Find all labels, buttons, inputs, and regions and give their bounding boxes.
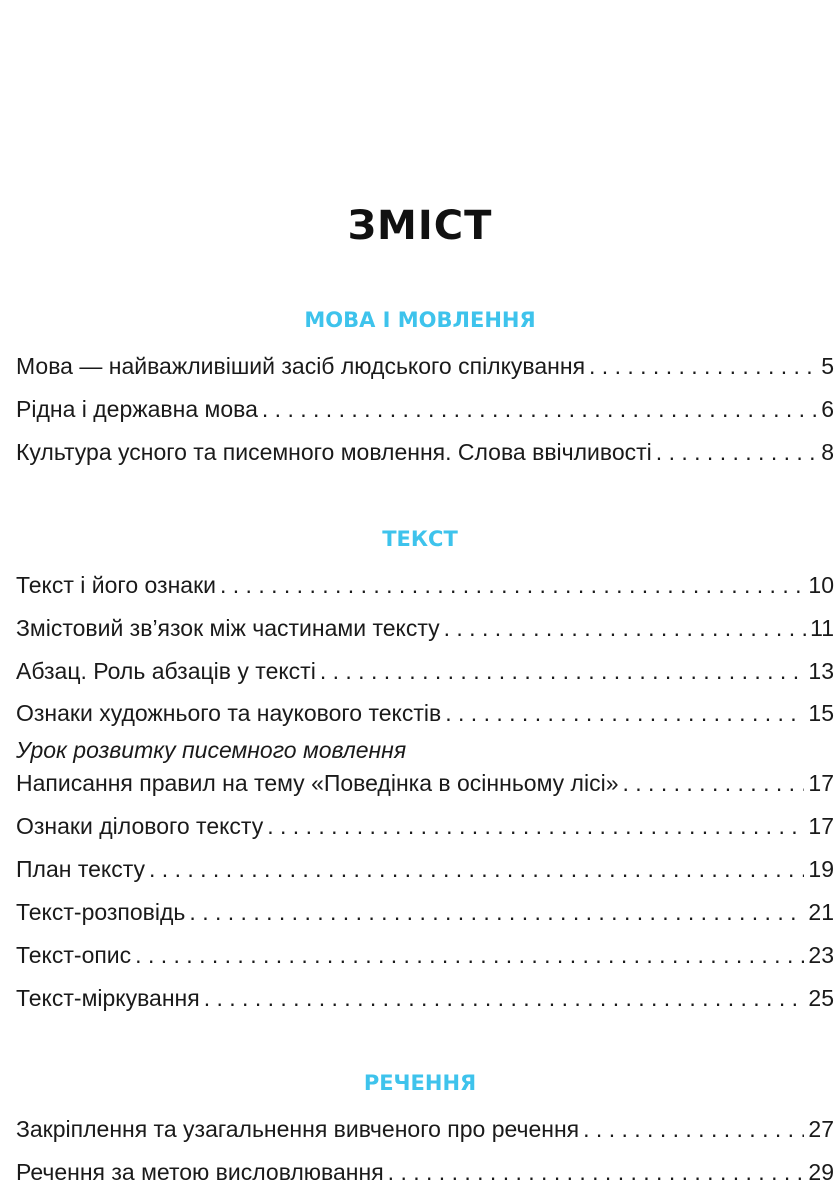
dot-leader [204,982,805,1014]
toc-page-number: 21 [808,899,834,925]
dot-leader [589,350,817,382]
toc-page-number: 27 [808,1116,834,1142]
toc-entry[interactable] [16,350,834,382]
toc-page-number: 8 [821,439,834,465]
dot-leader [445,697,804,729]
toc-page-number: 17 [808,770,834,796]
dot-leader [444,612,806,644]
toc-entry-title: Культура усного та писемного мовлення. Слова ввічливості [16,439,652,465]
toc-entry-title: План тексту [16,856,146,882]
dot-leader [623,767,805,799]
toc-page-number: 15 [808,700,834,726]
toc-entry-title: Рідна і державна мова [16,396,258,422]
toc-entry[interactable] [16,1156,834,1188]
dot-leader [189,896,804,928]
toc-page-number: 13 [808,658,834,684]
toc-page-number: 23 [808,942,834,968]
toc-entry-title: Ознаки ділового тексту [16,813,264,839]
toc-entry[interactable] [16,810,834,842]
toc-entry[interactable] [16,1113,834,1145]
toc-entry[interactable] [16,896,834,928]
toc-page-number: 19 [808,856,834,882]
dot-leader [220,569,804,601]
toc-page-number: 5 [821,353,834,379]
toc-entry[interactable] [16,853,834,885]
toc-page-number: 10 [808,572,834,598]
toc-entry-title: Текст-міркування [16,985,200,1011]
toc-entry[interactable] [16,393,834,425]
toc-entry-title: Ознаки художнього та наукового текстів [16,700,442,726]
toc-entry[interactable] [16,436,834,468]
toc-entry[interactable] [16,612,834,644]
toc-entry-title: Текст-опис [16,942,132,968]
toc-entry-title: Мова — найважливіший засіб людського спілкування [16,353,586,379]
toc-entry-title: Закріплення та узагальнення вивченого про речення [16,1116,580,1142]
toc-entry[interactable] [16,569,834,601]
toc-page-number: 29 [808,1159,834,1185]
toc-entry-title: Текст і його ознаки [16,572,216,598]
page-title: ЗМІСТ [347,202,493,249]
dot-leader [149,853,804,885]
dot-leader [656,436,817,468]
toc-entry-title: Текст-розповідь [16,899,186,925]
section-heading-tekst: ТЕКСТ [382,527,458,551]
toc-page-number: 11 [810,615,834,641]
dot-leader [388,1156,805,1188]
lesson-subheading: Урок розвитку писемного мовлення [16,737,407,763]
section-heading-mova: МОВА І МОВЛЕННЯ [304,308,536,332]
dot-leader [262,393,817,425]
toc-entry[interactable] [16,697,834,729]
toc-entry-title: Речення за метою висловлювання [16,1159,384,1185]
toc-entry-title: Змістовий зв’язок між частинами тексту [16,615,440,641]
dot-leader [267,810,804,842]
toc-entry[interactable] [16,655,834,687]
dot-leader [135,939,804,971]
toc-entry-title: Написання правил на тему «Поведінка в осінньому лісі» [16,770,619,796]
dot-leader [320,655,805,687]
section-heading-rechennia: РЕЧЕННЯ [363,1071,477,1095]
toc-page-number: 6 [821,396,834,422]
toc-page-number: 25 [808,985,834,1011]
toc-entry[interactable] [16,767,834,799]
toc-entry[interactable] [16,982,834,1014]
toc-page-number: 17 [808,813,834,839]
toc-entry[interactable] [16,939,834,971]
dot-leader [583,1113,804,1145]
toc-entry-title: Абзац. Роль абзаців у тексті [16,658,316,684]
